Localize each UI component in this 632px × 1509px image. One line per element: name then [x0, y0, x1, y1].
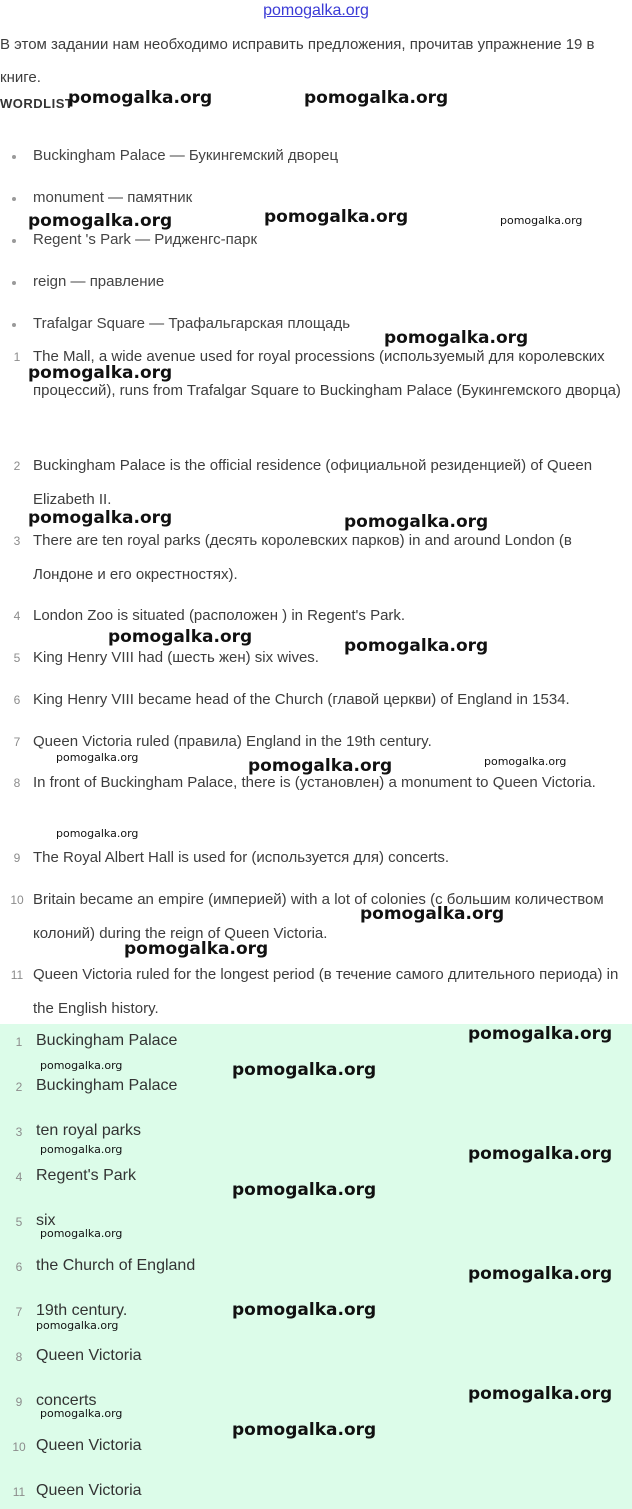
answer-text: concerts: [36, 1392, 97, 1409]
answer-text: 19th century.: [36, 1302, 128, 1319]
watermark: pomogalka.org: [68, 88, 213, 108]
answer-number: 1: [15, 1035, 23, 1049]
intro-text: В этом задании нам необходимо исправить предложения, прочитав упражнение 19 в книге.: [0, 36, 595, 86]
exercise-text: The Royal Albert Hall is used for (используется для) concerts.: [33, 849, 450, 866]
exercise-number: 4: [13, 609, 21, 623]
watermark: pomogalka.org: [468, 1024, 613, 1044]
exercise-number: 3: [13, 534, 21, 548]
watermark: pomogalka.org: [468, 1144, 613, 1164]
answer-number: 11: [12, 1485, 26, 1499]
watermark: pomogalka.org: [232, 1060, 377, 1080]
bullet-icon: [12, 323, 16, 327]
exercise-text: Queen Victoria ruled for the longest period (в течение самого длительного периода) in the English history.: [33, 966, 619, 1017]
exercise-number: 1: [13, 350, 21, 364]
bullet-icon: [12, 197, 16, 201]
watermark: pomogalka.org: [304, 88, 449, 108]
bullet-icon: [12, 155, 16, 159]
wordlist-item: [18, 189, 192, 206]
watermark: pomogalka.org: [468, 1264, 613, 1284]
exercise-number: 6: [13, 693, 21, 707]
watermark: pomogalka.org: [108, 627, 253, 647]
answer-number: 10: [12, 1440, 26, 1454]
watermark: pomogalka.org: [232, 1300, 377, 1320]
watermark: pomogalka.org: [40, 1407, 123, 1420]
watermark: pomogalka.org: [232, 1420, 377, 1440]
wordlist-item-text: Trafalgar Square — Трафальгарская площадь: [33, 315, 351, 332]
exercise-text: Queen Victoria ruled (правила) England in the 19th century.: [33, 733, 432, 750]
answer-number: 8: [15, 1350, 23, 1364]
wordlist-item: [18, 147, 338, 164]
exercise-number: 9: [13, 851, 21, 865]
wordlist-title: WORDLIST: [0, 96, 74, 111]
watermark: pomogalka.org: [360, 904, 505, 924]
watermark: pomogalka.org: [264, 207, 409, 227]
watermark: pomogalka.org: [28, 508, 173, 528]
answer-number: 3: [15, 1125, 23, 1139]
watermark: pomogalka.org: [468, 1384, 613, 1404]
site-header-link[interactable]: pomogalka.org: [263, 2, 369, 19]
wordlist-item: [18, 315, 350, 332]
wordlist-item-text: Regent 's Park — Ридженгс-парк: [33, 231, 258, 248]
exercise-number: 10: [10, 893, 24, 907]
answer-text: Buckingham Palace: [36, 1032, 178, 1049]
wordlist-item-text: reign — правление: [33, 273, 165, 290]
answer-text: ten royal parks: [36, 1122, 141, 1139]
exercise-text: King Henry VIII had (шесть жен) six wives.: [33, 649, 319, 666]
watermark: pomogalka.org: [232, 1180, 377, 1200]
answer-text: Queen Victoria: [36, 1482, 142, 1499]
watermark: pomogalka.org: [384, 328, 529, 348]
wordlist-item: [18, 273, 164, 290]
answer-text: Regent's Park: [36, 1167, 136, 1184]
watermark: pomogalka.org: [484, 755, 567, 768]
exercise-number: 8: [13, 776, 21, 790]
watermark: pomogalka.org: [124, 939, 269, 959]
answer-number: 2: [15, 1080, 23, 1094]
exercise-text: King Henry VIII became head of the Church (главой церкви) of England in 1534.: [33, 691, 570, 708]
answer-text: six: [36, 1212, 56, 1229]
exercise-number: 5: [13, 651, 21, 665]
exercise-text: London Zoo is situated (расположен ) in Regent's Park.: [33, 607, 406, 624]
exercise-text: There are ten royal parks (десять королевских парков) in and around London (в Лондоне и его окрестностях).: [33, 532, 572, 583]
bullet-icon: [12, 281, 16, 285]
answer-number: 4: [15, 1170, 23, 1184]
bullet-icon: [12, 239, 16, 243]
watermark: pomogalka.org: [28, 363, 173, 383]
watermark: pomogalka.org: [248, 756, 393, 776]
wordlist-item-text: monument — памятник: [33, 189, 193, 206]
answer-number: 6: [15, 1260, 23, 1274]
answer-text: the Church of England: [36, 1257, 196, 1274]
exercise-text: Buckingham Palace is the official residence (официальной резиденцией) of Queen Elizabeth II.: [33, 457, 593, 508]
watermark: pomogalka.org: [36, 1319, 119, 1332]
answer-text: Queen Victoria: [36, 1347, 142, 1364]
exercise-number: 7: [13, 735, 21, 749]
watermark: pomogalka.org: [56, 751, 139, 764]
watermark: pomogalka.org: [40, 1059, 123, 1072]
watermark: pomogalka.org: [500, 214, 583, 227]
exercise-text: Britain became an empire (империей) with a lot of colonies (с большим количеством колоний) during the reign of Queen Victoria.: [33, 891, 604, 942]
watermark: pomogalka.org: [344, 636, 489, 656]
exercise-number: 11: [10, 968, 24, 982]
exercise-text: The Mall, a wide avenue used for royal processions (используемый для королевских процессий), runs from Trafalgar Square to Buckingham Palace (Букингемского дворца): [33, 348, 621, 399]
answer-text: Queen Victoria: [36, 1437, 142, 1454]
answer-text: Buckingham Palace: [36, 1077, 178, 1094]
answer-number: 5: [15, 1215, 23, 1229]
watermark: pomogalka.org: [28, 211, 173, 231]
wordlist-item-text: Buckingham Palace — Букингемский дворец: [33, 147, 339, 164]
exercise-text: In front of Buckingham Palace, there is (установлен) a monument to Queen Victoria.: [33, 774, 596, 791]
watermark: pomogalka.org: [40, 1143, 123, 1156]
watermark: pomogalka.org: [56, 827, 139, 840]
answer-number: 7: [15, 1305, 23, 1319]
wordlist-item: [18, 231, 257, 248]
answer-number: 9: [15, 1395, 23, 1409]
watermark: pomogalka.org: [40, 1227, 123, 1240]
exercise-number: 2: [13, 459, 21, 473]
watermark: pomogalka.org: [344, 512, 489, 532]
